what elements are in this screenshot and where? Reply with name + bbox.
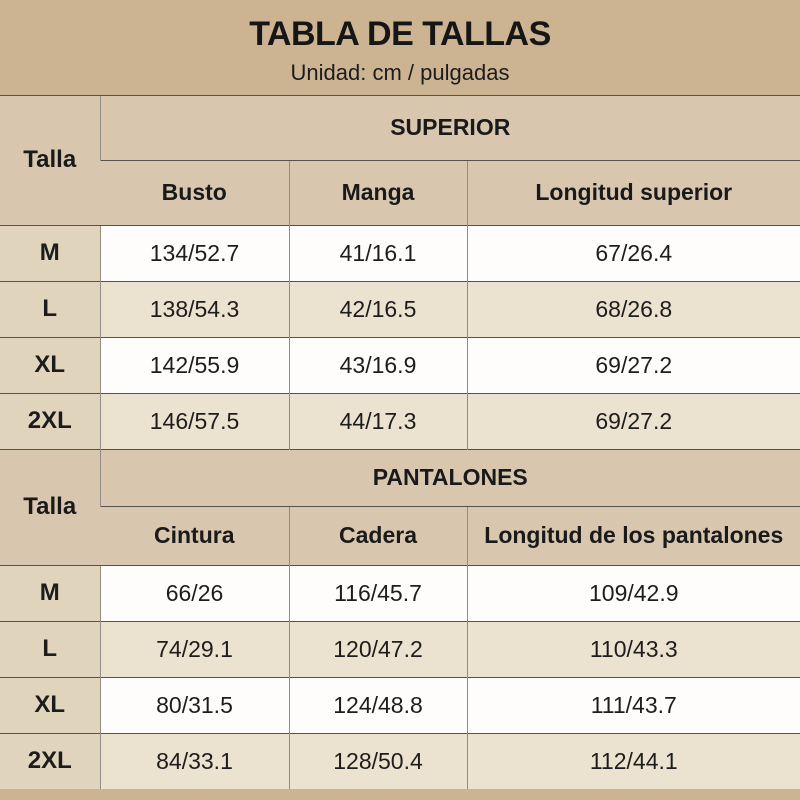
- column-header-longitud-superior: Longitud superior: [467, 160, 800, 225]
- size-column-header-pantalones: Talla: [0, 449, 100, 565]
- size-cell: L: [0, 621, 100, 677]
- page-header: [0, 0, 800, 96]
- value-cell-cintura: 66/26: [100, 565, 289, 621]
- value-cell-longitud: 68/26.8: [467, 281, 800, 337]
- value-cell-longitud: 69/27.2: [467, 337, 800, 393]
- value-cell-busto: 138/54.3: [100, 281, 289, 337]
- size-cell: XL: [0, 677, 100, 733]
- value-cell-longitud: 110/43.3: [467, 621, 800, 677]
- page-title: TABLA DE TALLAS: [249, 15, 551, 53]
- value-cell-longitud: 109/42.9: [467, 565, 800, 621]
- units-subtitle: Unidad: cm / pulgadas: [290, 60, 510, 85]
- column-header-longitud-pantalones: Longitud de los pantalones: [467, 506, 800, 565]
- size-cell: XL: [0, 337, 100, 393]
- table-row-superior-2xl: [0, 393, 800, 449]
- size-cell: M: [0, 225, 100, 281]
- size-cell: 2XL: [0, 733, 100, 789]
- value-cell-longitud: 69/27.2: [467, 393, 800, 449]
- value-cell-busto: 142/55.9: [100, 337, 289, 393]
- value-cell-longitud: 67/26.4: [467, 225, 800, 281]
- section-header-superior: SUPERIOR: [100, 96, 800, 160]
- value-cell-cadera: 116/45.7: [289, 565, 467, 621]
- value-cell-busto: 146/57.5: [100, 393, 289, 449]
- table-row-pantalones-m: [0, 565, 800, 621]
- column-header-manga: Manga: [289, 160, 467, 225]
- table-row-pantalones-2xl: [0, 733, 800, 789]
- column-header-cintura: Cintura: [100, 506, 289, 565]
- value-cell-manga: 41/16.1: [289, 225, 467, 281]
- table-row-superior-l: [0, 281, 800, 337]
- value-cell-busto: 134/52.7: [100, 225, 289, 281]
- size-cell: M: [0, 565, 100, 621]
- value-cell-manga: 42/16.5: [289, 281, 467, 337]
- value-cell-longitud: 111/43.7: [467, 677, 800, 733]
- value-cell-cintura: 84/33.1: [100, 733, 289, 789]
- size-chart-table: [0, 96, 800, 789]
- table-row-superior-m: [0, 225, 800, 281]
- table-row-pantalones-xl: [0, 677, 800, 733]
- value-cell-cintura: 80/31.5: [100, 677, 289, 733]
- value-cell-manga: 44/17.3: [289, 393, 467, 449]
- value-cell-cintura: 74/29.1: [100, 621, 289, 677]
- value-cell-cadera: 128/50.4: [289, 733, 467, 789]
- value-cell-longitud: 112/44.1: [467, 733, 800, 789]
- section-header-pantalones: PANTALONES: [100, 449, 800, 506]
- value-cell-cadera: 120/47.2: [289, 621, 467, 677]
- size-cell: 2XL: [0, 393, 100, 449]
- size-cell: L: [0, 281, 100, 337]
- value-cell-cadera: 124/48.8: [289, 677, 467, 733]
- size-column-header-superior: Talla: [0, 96, 100, 225]
- table-row-pantalones-l: [0, 621, 800, 677]
- column-header-cadera: Cadera: [289, 506, 467, 565]
- table-row-superior-xl: [0, 337, 800, 393]
- column-header-busto: Busto: [100, 160, 289, 225]
- value-cell-manga: 43/16.9: [289, 337, 467, 393]
